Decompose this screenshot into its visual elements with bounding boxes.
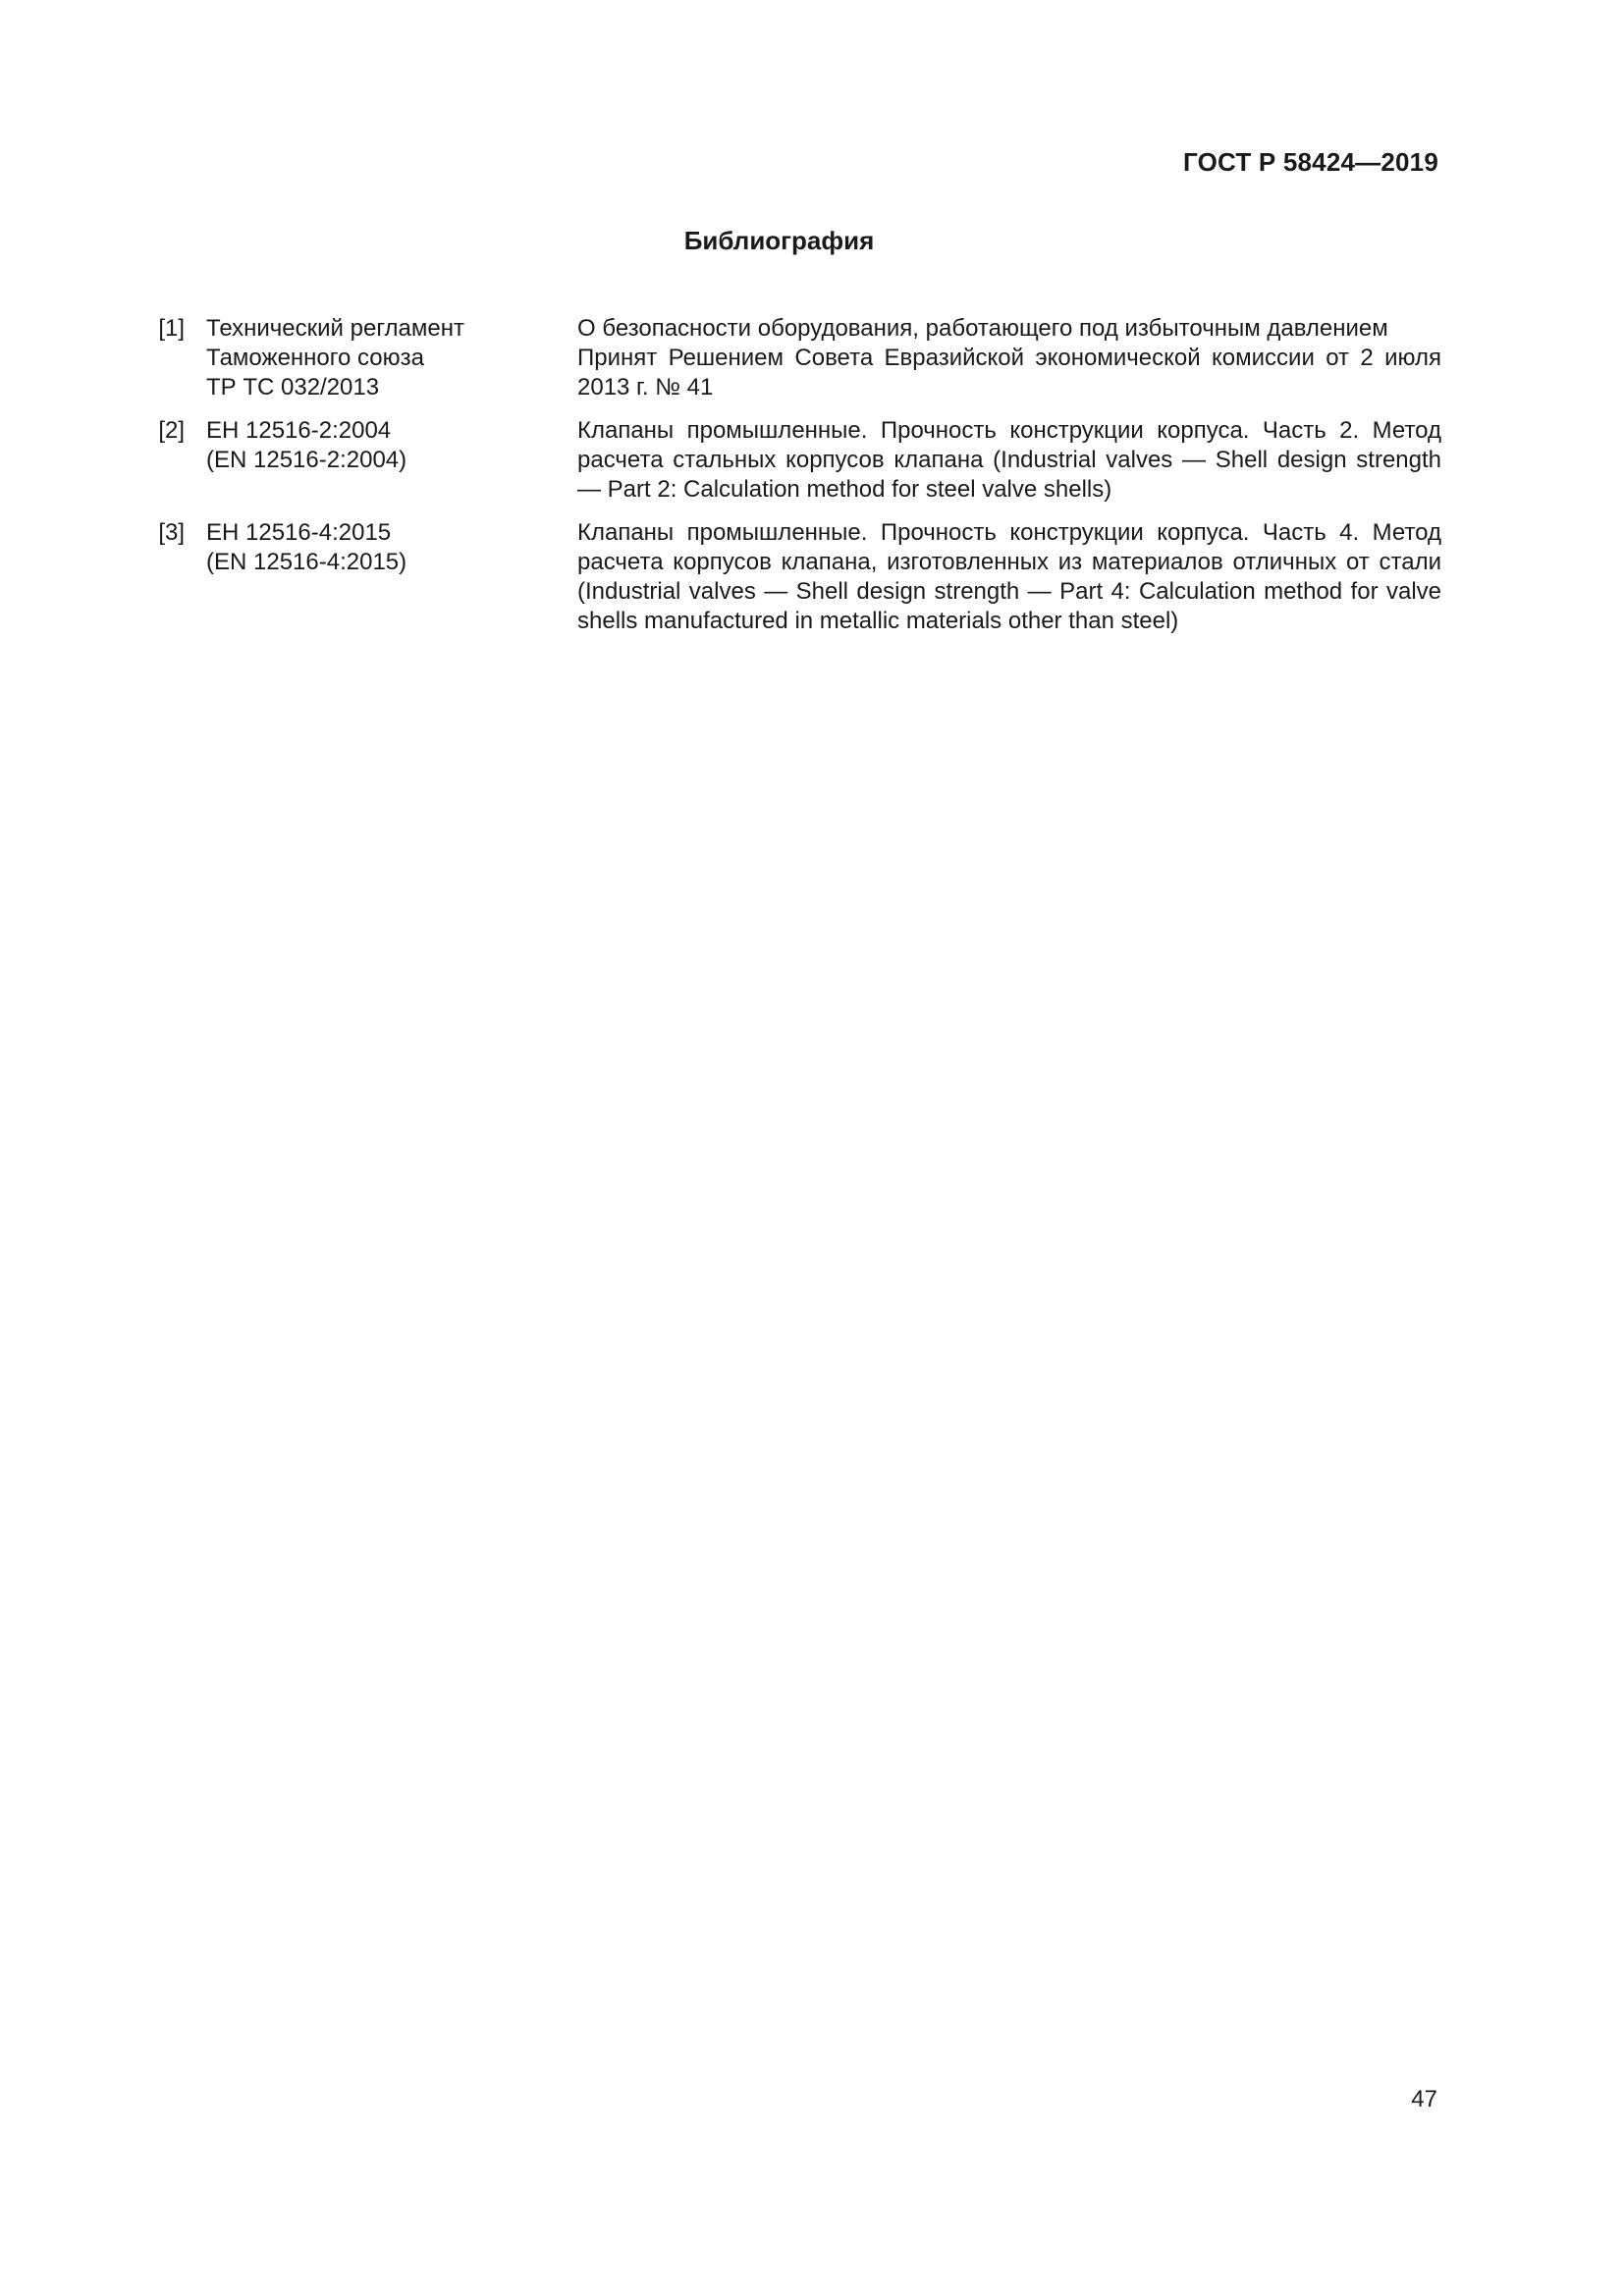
bibliography-entry: [126, 314, 1441, 402]
entry-reference: ЕН 12516-2:2004 (EN 12516-2:2004): [206, 417, 407, 473]
entry-reference: ЕН 12516-4:2015 (EN 12516-4:2015): [206, 519, 407, 575]
entry-number: [1]: [158, 315, 185, 342]
entry-number: [3]: [158, 519, 185, 546]
entry-number: [2]: [158, 417, 185, 444]
entry-title: О безопасности оборудования, работающего под избыточным давлением Принят Решением Совета Евразийской экономической комиссии от 2 июля 2013 г. № 41: [577, 315, 1441, 400]
section-title: Библиография: [683, 226, 875, 255]
page-number: 47: [1411, 2086, 1437, 2112]
entry-title: Клапаны промышленные. Прочность конструкции корпуса. Часть 4. Метод расчета корпусов клапана, изготовленных из материалов отличных от стали (Industrial valves — Shell design strength — Part 4: Calculation method for valve shells manufactured in metallic materials other than steel): [577, 519, 1441, 634]
document-standard-id: ГОСТ Р 58424—2019: [1183, 147, 1438, 177]
entry-reference: Технический регламент Таможенного союза ТР ТС 032/2013: [206, 315, 464, 400]
bibliography-list: [126, 314, 1441, 650]
entry-title: Клапаны промышленные. Прочность конструкции корпуса. Часть 2. Метод расчета стальных корпусов клапана (Industrial valves — Shell design strength — Part 2: Calculation method for steel valve shells): [577, 417, 1441, 503]
bibliography-entry: [126, 518, 1441, 636]
bibliography-entry: [126, 416, 1441, 505]
